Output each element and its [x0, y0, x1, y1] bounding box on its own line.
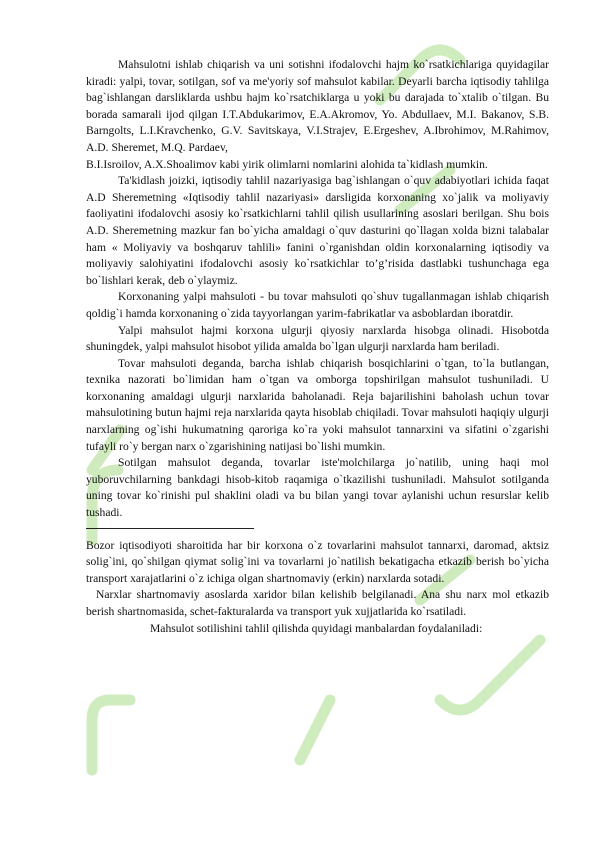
paragraph-market-economy: Bozor iqtisodiyoti sharoitida har bir korxona o`z tovarlarini mahsulot tannarxi, daromad, aktsiz solig`ini, qo`shilgan qiymat solig`ini va tovarlarni jo`natilish bekatigacha etkazib berish bo`yicha transport xarajatlarini o`z ichiga olgan shartnomaviy (erkin) narxlarda sotadi. [86, 538, 549, 585]
document-body [86, 57, 549, 637]
paragraph-gross-volume: Yalpi mahsulot hajmi korxona ulgurji qiyosiy narxlarda hisobga olinadi. Hisobotda shuningdek, yalpi mahsulot hisobot yilida amalda bo`lgan ulgurji narxlarda ham beriladi. [86, 323, 549, 354]
paragraph-sources: Mahsulot sotilishini tahlil qilishda quyidagi manbalardan foydalaniladi: [150, 621, 483, 635]
paragraph-sold-product: Sotilgan mahsulot deganda, tovarlar iste'molchilarga jo`natilib, uning haqi mol yuboruvchilarning bankdagi hisob-kitob raqamiga o`tkazilishi tushuniladi. Mahsulot sotilganda uning tovar ko`rinishi pul shaklini oladi va bu bilan yangi tovar aylanishi uchun resurslar kelib tushadi. [86, 456, 549, 520]
paragraph-scholars: B.I.Isroilov, A.X.Shoalimov kabi yirik olimlarni nomlarini alohida ta`kidlash mumkin. [86, 157, 488, 171]
paragraph-sheremet: Ta'kidlash joizki, iqtisodiy tahlil nazariyasiga bag`ishlangan o`quv adabiyotlari ichida faqat A.D Sheremetning «Iqtisodiy tahlil nazariyasi» darsligida korxonaning xo`jalik va moliyaviy faoliyatini ifodalovchi asosiy ko`rsatkichlarni tahlil qilish usullarining asoslari berilgan. Shu bois A.D. Sheremetning mazkur fan bo`yicha amaldagi o`quv dasturini qo`llagan xolda bizni talabalar ham « Moliyaviy va boshqaruv tahlili» fanini o`rganishdan oldin korxonalarning iqtisodiy va moliyaviy salohiyatini ifodalovchi asosiy ko`rsatkichlar to’g’risida dastlabki tushunchaga ega bo`lishlari kerak, deb o`ylaymiz. [86, 174, 549, 287]
paragraph-gross-product: Korxonaning yalpi mahsuloti - bu tovar mahsuloti qo`shuv tugallanmagan ishlab chiqarish qoldig`i hamda korxonaning o`zida tayyorlangan yarim-fabrikatlar va asboblardan iboratdir. [86, 290, 549, 320]
footnote-divider [86, 528, 254, 529]
paragraph-contract-prices: Narxlar shartnomaviy asoslarda xaridor bilan kelishib belgilanadi. Ana shu narx mol etkazib berish shartnomasida, schet-fakturalarda va transport yuk xujjatlarida ko`rsatiladi. [86, 588, 549, 618]
paragraph-commodity-product: Tovar mahsuloti deganda, barcha ishlab chiqarish bosqichlarini o`tgan, to`la butlangan, texnika nazorati bo`limidan ham o`tgan va omborga topshirilgan mahsulot tushuniladi. U korxonaning amaldagi ulgurji narxlarida baholanadi. Reja bajarilishini baholash uchun tovar mahsulotining butun hajmi reja narxlarida qayta hisoblab chiqiladi. Tovar mahsuloti haqiqiy ulgurji narxlarning og`ishi hukumatning qaroriga ko`ra yoki mahsulot tannarxini va sifatini o`zgarishi tufayli ro`y bergan narx o`zgarishining natijasi bo`lishi mumkin. [86, 356, 549, 453]
paragraph-intro: Mahsulotni ishlab chiqarish va uni sotishni ifodalovchi hajm ko`rsatkichlariga quyidagilar kiradi: yalpi, tovar, sotilgan, sof va me'yoriy sof mahsulot kabilar. Deyarli barcha iqtisodiy tahlilga bag`ishlangan darsliklarda ushbu hajm ko`rsatchiklarga u yoki bu darajada to`xtalib o`tilgan. Bu borada samarali ijod qilgan I.T.Abdukarimov, E.A.Akromov, Yo. Abdullaev, M.I. Bakanov, S.B. Barngolts, L.I.Kravchenko, G.V. Savitskaya, V.I.Strajev, E.Ergeshev, A.Ibrohimov, M.Rahimov, A.D. Sheremet, M.Q. Pardaev, [86, 58, 549, 154]
